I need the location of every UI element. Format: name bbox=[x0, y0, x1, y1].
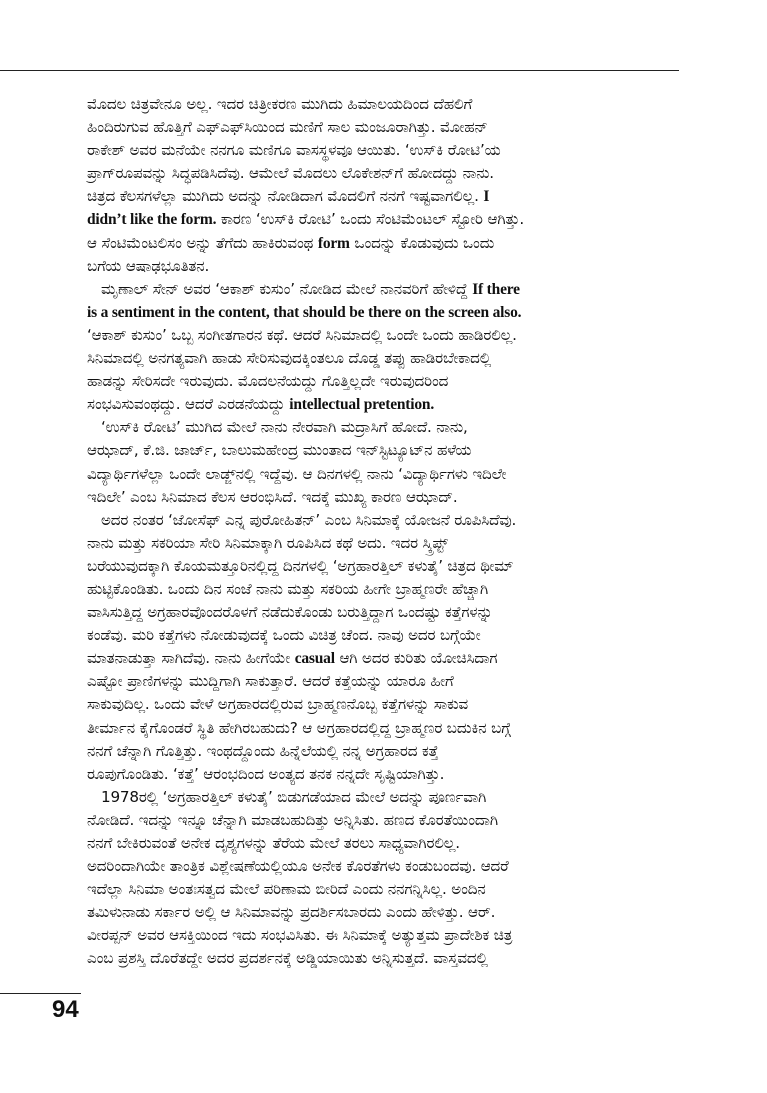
text-line bbox=[87, 324, 667, 347]
text-line bbox=[87, 740, 667, 763]
text-line bbox=[87, 509, 667, 532]
page-number: 94 bbox=[52, 996, 79, 1023]
text-line bbox=[87, 347, 667, 370]
kannada-text: ಹುಟ್ಟಿಕೊಂಡಿತು. ಒಂದು ದಿನ ಸಂಜೆ ನಾನು ಮತ್ತು ಸಕರಿಯ ಹೀಗೇ ಬ್ರಾಹ್ಮಣರೇ ಹೆಚ್ಚಾಗಿ bbox=[87, 579, 489, 598]
english-phrase: form bbox=[317, 234, 350, 252]
kannada-text: ಎಷ್ಟೋ ಪ್ರಾಣಿಗಳನ್ನು ಮುದ್ದಿಗಾಗಿ ಸಾಕುತ್ತಾರೆ. ಆದರೆ ಕತ್ತೆಯನ್ನು ಯಾರೂ ಹೀಗೆ bbox=[87, 672, 454, 691]
text-line bbox=[87, 947, 667, 970]
kannada-text: ಕಂಡೆವು. ಮರಿ ಕತ್ತೆಗಳು ನೋಡುವುದಕ್ಕೆ ಒಂದು ವಿಚಿತ್ರ ಚೆಂದ. ನಾವು ಅದರ ಬಗ್ಗೆಯೇ bbox=[87, 626, 481, 645]
text-line bbox=[87, 139, 667, 162]
kannada-text: ಆ ಸೆಂಟಿಮೆಂಟಲಿಸಂ ಅನ್ನು ತೆಗೆದು ಹಾಕಿರುವಂಥ bbox=[87, 233, 318, 252]
kannada-text: ತಮಿಳುನಾಡು ಸರ್ಕಾರ ಅಲ್ಲಿ ಆ ಸಿನಿಮಾವನ್ನು ಪ್ರದರ್ಶಿಸಬಾರದು ಎಂದು ಹೇಳಿತ್ತು. ಆರ್. bbox=[87, 903, 496, 922]
text-line bbox=[87, 832, 667, 855]
text-line bbox=[87, 924, 667, 947]
text-line bbox=[87, 809, 667, 832]
text-line bbox=[87, 693, 667, 716]
kannada-text: ಬರೆಯುವುದಕ್ಕಾಗಿ ಕೊಯಮತ್ತೂರಿನಲ್ಲಿದ್ದ ದಿನಗಳಲ್ಲಿ ‘ಅಗ್ರಹಾರತ್ತಿಲ್ ಕಳುತೈ’ ಚಿತ್ರದ ಥೀಮ್ bbox=[87, 556, 514, 575]
text-line bbox=[87, 624, 667, 647]
kannada-text: ‘ಆಕಾಶ್ ಕುಸುಂ’ ಒಬ್ಬ ಸಂಗೀತಗಾರನ ಕಥೆ. ಆದರೆ ಸಿನಿಮಾದಲ್ಲಿ ಒಂದೇ ಒಂದು ಹಾಡಿರಲಿಲ್ಲ. bbox=[87, 325, 517, 344]
text-line bbox=[87, 878, 667, 901]
text-line bbox=[87, 255, 667, 278]
text-line bbox=[87, 232, 667, 255]
kannada-text: ಹಿಂದಿರುಗುವ ಹೊತ್ತಿಗೆ ಎಫ್‌ಎಫ್‌ಸಿಯಿಂದ ಮಣಿಗೆ ಸಾಲ ಮಂಜೂರಾಗಿತ್ತು. ಮೋಹನ್ bbox=[87, 118, 488, 137]
kannada-text: ನಾನು ಮತ್ತು ಸಕರಿಯಾ ಸೇರಿ ಸಿನಿಮಾಕ್ಕಾಗಿ ರೂಪಿಸಿದ ಕಥೆ ಅದು. ಇದರ ಸ್ಕ್ರಿಪ್ಟ್ bbox=[87, 533, 448, 552]
kannada-text: ರೂಪುಗೊಂಡಿತು. ‘ಕತ್ತೆ’ ಆರಂಭದಿಂದ ಅಂತ್ಯದ ತನಕ ನನ್ನದೇ ಸೃಷ್ಟಿಯಾಗಿತ್ತು. bbox=[87, 764, 445, 783]
text-line bbox=[87, 416, 667, 439]
kannada-text: ‘ಉಸ್‌ಕಿ ರೋಟಿ’ ಮುಗಿದ ಮೇಲೆ ನಾನು ನೇರವಾಗಿ ಮದ್ರಾಸಿಗೆ ಹೋದೆ. ನಾನು, bbox=[101, 418, 468, 437]
kannada-text: ಪ್ರಾಗ್‌ರೂಪವನ್ನು ಸಿದ್ಧಪಡಿಸಿದೆವು. ಆಮೇಲೆ ಮೊದಲು ಲೊಕೇಶನ್‌ಗೆ ಹೋದದ್ದು ನಾನು. bbox=[87, 164, 494, 183]
text-line bbox=[87, 555, 667, 578]
kannada-text: ಹಾಡನ್ನು ಸೇರಿಸದೇ ಇರುವುದು. ಮೊದಲನೆಯದ್ದು ಗೊತ್ತಿಲ್ಲದೇ ಇರುವುದರಿಂದ bbox=[87, 372, 449, 391]
kannada-text: 1978ರಲ್ಲಿ ‘ಅಗ್ರಹಾರತ್ತಿಲ್ ಕಳುತೈ’ ಬಿಡುಗಡೆಯಾದ ಮೇಲೆ ಅದನ್ನು ಪೂರ್ಣವಾಗಿ bbox=[101, 787, 487, 806]
kannada-text: ಅದರಿಂದಾಗಿಯೇ ತಾಂತ್ರಿಕ ವಿಶ್ಲೇಷಣೆಯಲ್ಲಿಯೂ ಅನೇಕ ಕೊರತೆಗಳು ಕಂಡುಬಂದವು. ಆದರೆ bbox=[87, 857, 509, 876]
kannada-text: ಸಾಕುವುದಿಲ್ಲ. ಒಂದು ವೇಳೆ ಅಗ್ರಹಾರದಲ್ಲಿರುವ ಬ್ರಾಹ್ಮಣನೊಬ್ಬ ಕತ್ತೆಗಳನ್ನು ಸಾಕುವ bbox=[87, 695, 469, 714]
text-line bbox=[87, 901, 667, 924]
text-line bbox=[87, 578, 667, 601]
kannada-text: ಆಗಿ ಅದರ ಕುರಿತು ಯೋಚಿಸಿದಾಗ bbox=[334, 649, 498, 668]
kannada-text: ನನಗೆ ಬೇಕಿರುವಂತೆ ಅನೇಕ ದೃಶ್ಯಗಳನ್ನು ತೆರೆಯ ಮೇಲೆ ತರಲು ಸಾಧ್ಯವಾಗಿರಲಿಲ್ಲ. bbox=[87, 834, 460, 852]
text-line bbox=[87, 370, 667, 393]
english-phrase: casual bbox=[294, 650, 335, 668]
kannada-text: ಕಾರಣ ‘ಉಸ್‌ಕಿ ರೋಟಿ’ ಒಂದು ಸೆಂಟಿಮೆಂಟಲ್ ಸ್ಟೋರಿ ಆಗಿತ್ತು. bbox=[216, 210, 525, 229]
kannada-text: ಮಾತನಾಡುತ್ತಾ ಸಾಗಿದೆವು. ನಾನು ಹೀಗೆಯೇ bbox=[87, 649, 295, 668]
english-phrase: If there bbox=[472, 280, 520, 298]
text-line bbox=[87, 185, 667, 208]
text-line bbox=[87, 717, 667, 740]
kannada-text: ನೋಡಿದೆ. ಇದನ್ನು ಇನ್ನೂ ಚೆನ್ನಾಗಿ ಮಾಡಬಹುದಿತ್ತು ಅನ್ನಿಸಿತು. ಹಣದ ಕೊರತೆಯಿಂದಾಗಿ bbox=[87, 810, 498, 829]
footer-rule bbox=[0, 993, 81, 994]
text-line bbox=[87, 463, 667, 486]
text-line bbox=[87, 647, 667, 670]
text-line bbox=[87, 162, 667, 185]
english-phrase: I bbox=[483, 188, 490, 206]
kannada-text: ವಾಸಿಸುತ್ತಿದ್ದ ಅಗ್ರಹಾರವೊಂದರೊಳಗೆ ನಡೆದುಕೊಂಡು ಬರುತ್ತಿದ್ದಾಗ ಒಂದಷ್ಟು ಕತ್ತೆಗಳನ್ನು bbox=[87, 603, 493, 622]
kannada-text: ಅದರ ನಂತರ ‘ಜೋಸೆಫ್ ಎನ್ನ ಪುರೋಹಿತನ್’ ಎಂಬ ಸಿನಿಮಾಕ್ಕೆ ಯೋಜನೆ ರೂಪಿಸಿದೆವು. bbox=[101, 510, 517, 529]
text-line bbox=[87, 532, 667, 555]
kannada-text: ರಾಕೇಶ್ ಅವರ ಮನೆಯೇ ನನಗೂ ಮಣಿಗೂ ವಾಸಸ್ಥಳವೂ ಆಯಿತು. ‘ಉಸ್‌ಕಿ ರೋಟಿ’ಯ bbox=[87, 141, 501, 160]
text-line bbox=[87, 855, 667, 878]
text-line bbox=[87, 670, 667, 693]
kannada-text: ಬಗೆಯ ಆಷಾಢಭೂತಿತನ. bbox=[87, 256, 210, 275]
text-line bbox=[87, 93, 667, 116]
text-line bbox=[87, 301, 667, 324]
text-line bbox=[87, 601, 667, 624]
kannada-text: ಮೊದಲ ಚಿತ್ರವೇನೂ ಅಲ್ಲ. ಇದರ ಚಿತ್ರೀಕರಣ ಮುಗಿದು ಹಿಮಾಲಯದಿಂದ ದೆಹಲಿಗೆ bbox=[87, 95, 473, 113]
body-text bbox=[87, 93, 667, 971]
text-line bbox=[87, 278, 667, 301]
kannada-text: ಇದೆಲ್ಲಾ ಸಿನಿಮಾ ಅಂತಃಸತ್ವದ ಮೇಲೆ ಪರಿಣಾಮ ಬೀರಿದೆ ಎಂದು ನನಗನ್ನಿಸಿಲ್ಲ. ಅಂದಿನ bbox=[87, 880, 486, 899]
text-line bbox=[87, 393, 667, 416]
text-line bbox=[87, 786, 667, 809]
english-phrase: is a sentiment in the content, that should be there on the screen also. bbox=[87, 303, 522, 321]
kannada-text: ಆಝಾದ್, ಕೆ.ಜಿ. ಜಾರ್ಜ್, ಬಾಲುಮಹೇಂದ್ರ ಮುಂತಾದ ಇನ್‌ಸ್ಟಿಟ್ಯೂಟ್‌ನ ಹಳೆಯ bbox=[87, 441, 472, 460]
header-rule bbox=[0, 70, 679, 71]
kannada-text: ವೀರಪ್ಪನ್ ಅವರ ಆಸಕ್ತಿಯಿಂದ ಇದು ಸಂಭವಿಸಿತು. ಈ ಸಿನಿಮಾಕ್ಕೆ ಅತ್ಯುತ್ತಮ ಪ್ರಾದೇಶಿಕ ಚಿತ್ರ bbox=[87, 926, 513, 945]
kannada-text: ಇದಿಲೇ’ ಎಂಬ ಸಿನಿಮಾದ ಕೆಲಸ ಆರಂಭಿಸಿದೆ. ಇದಕ್ಕೆ ಮುಖ್ಯ ಕಾರಣ ಆಝಾದ್. bbox=[87, 487, 458, 506]
text-line bbox=[87, 116, 667, 139]
english-phrase: didn’t like the form. bbox=[87, 211, 217, 229]
text-line bbox=[87, 208, 667, 231]
kannada-text: ತೀರ್ಮಾನ ಕೈಗೊಂಡರೆ ಸ್ಥಿತಿ ಹೇಗಿರಬಹುದು? ಆ ಅಗ್ರಹಾರದಲ್ಲಿದ್ದ ಬ್ರಾಹ್ಮಣರ ಬದುಕಿನ ಬಗ್ಗೆ bbox=[87, 718, 511, 737]
kannada-text: ಎಂಬ ಪ್ರಶಸ್ತಿ ದೊರೆತದ್ದೇ ಅದರ ಪ್ರದರ್ಶನಕ್ಕೆ ಅಡ್ಡಿಯಾಯಿತು ಅನ್ನಿಸುತ್ತದೆ. ವಾಸ್ತವದಲ್ಲಿ bbox=[87, 949, 488, 968]
text-line bbox=[87, 763, 667, 786]
text-line bbox=[87, 439, 667, 462]
kannada-text: ಸಂಭವಿಸುವಂಥದ್ದು. ಆದರೆ ಎರಡನೆಯದ್ದು bbox=[87, 395, 290, 414]
english-phrase: intellectual pretention. bbox=[289, 396, 435, 414]
text-line bbox=[87, 486, 667, 509]
kannada-text: ಒಂದನ್ನು ಕೊಡುವುದು ಒಂದು bbox=[349, 233, 495, 252]
kannada-text: ಚಿತ್ರದ ಕೆಲಸಗಳೆಲ್ಲಾ ಮುಗಿದು ಅದನ್ನು ನೋಡಿದಾಗ ಮೊದಲಿಗೆ ನನಗೆ ಇಷ್ಟವಾಗಲಿಲ್ಲ. bbox=[87, 187, 484, 206]
kannada-text: ಸಿನಿಮಾದಲ್ಲಿ ಅನಗತ್ಯವಾಗಿ ಹಾಡು ಸೇರಿಸುವುದಕ್ಕಿಂತಲೂ ದೊಡ್ಡ ತಪ್ಪು ಹಾಡಿರಬೇಕಾದಲ್ಲಿ bbox=[87, 349, 492, 368]
kannada-text: ಮೃಣಾಲ್ ಸೇನ್ ಅವರ ‘ಆಕಾಶ್ ಕುಸುಂ’ ನೋಡಿದ ಮೇಲೆ ನಾನವರಿಗೆ ಹೇಳಿದ್ದೆ bbox=[101, 279, 473, 298]
kannada-text: ನನಗೆ ಚೆನ್ನಾಗಿ ಗೊತ್ತಿತ್ತು. ಇಂಥದ್ದೊಂದು ಹಿನ್ನೆಲೆಯಲ್ಲಿ ನನ್ನ ಅಗ್ರಹಾರದ ಕತ್ತೆ bbox=[87, 741, 439, 760]
kannada-text: ವಿದ್ಯಾರ್ಥಿಗಳೆಲ್ಲಾ ಒಂದೇ ಲಾಡ್ಜ್‌ನಲ್ಲಿ ಇದ್ದೆವು. ಆ ದಿನಗಳಲ್ಲಿ ನಾನು ‘ವಿದ್ಯಾರ್ಥಿಗಳು ಇದಿಲೇ bbox=[87, 464, 507, 483]
